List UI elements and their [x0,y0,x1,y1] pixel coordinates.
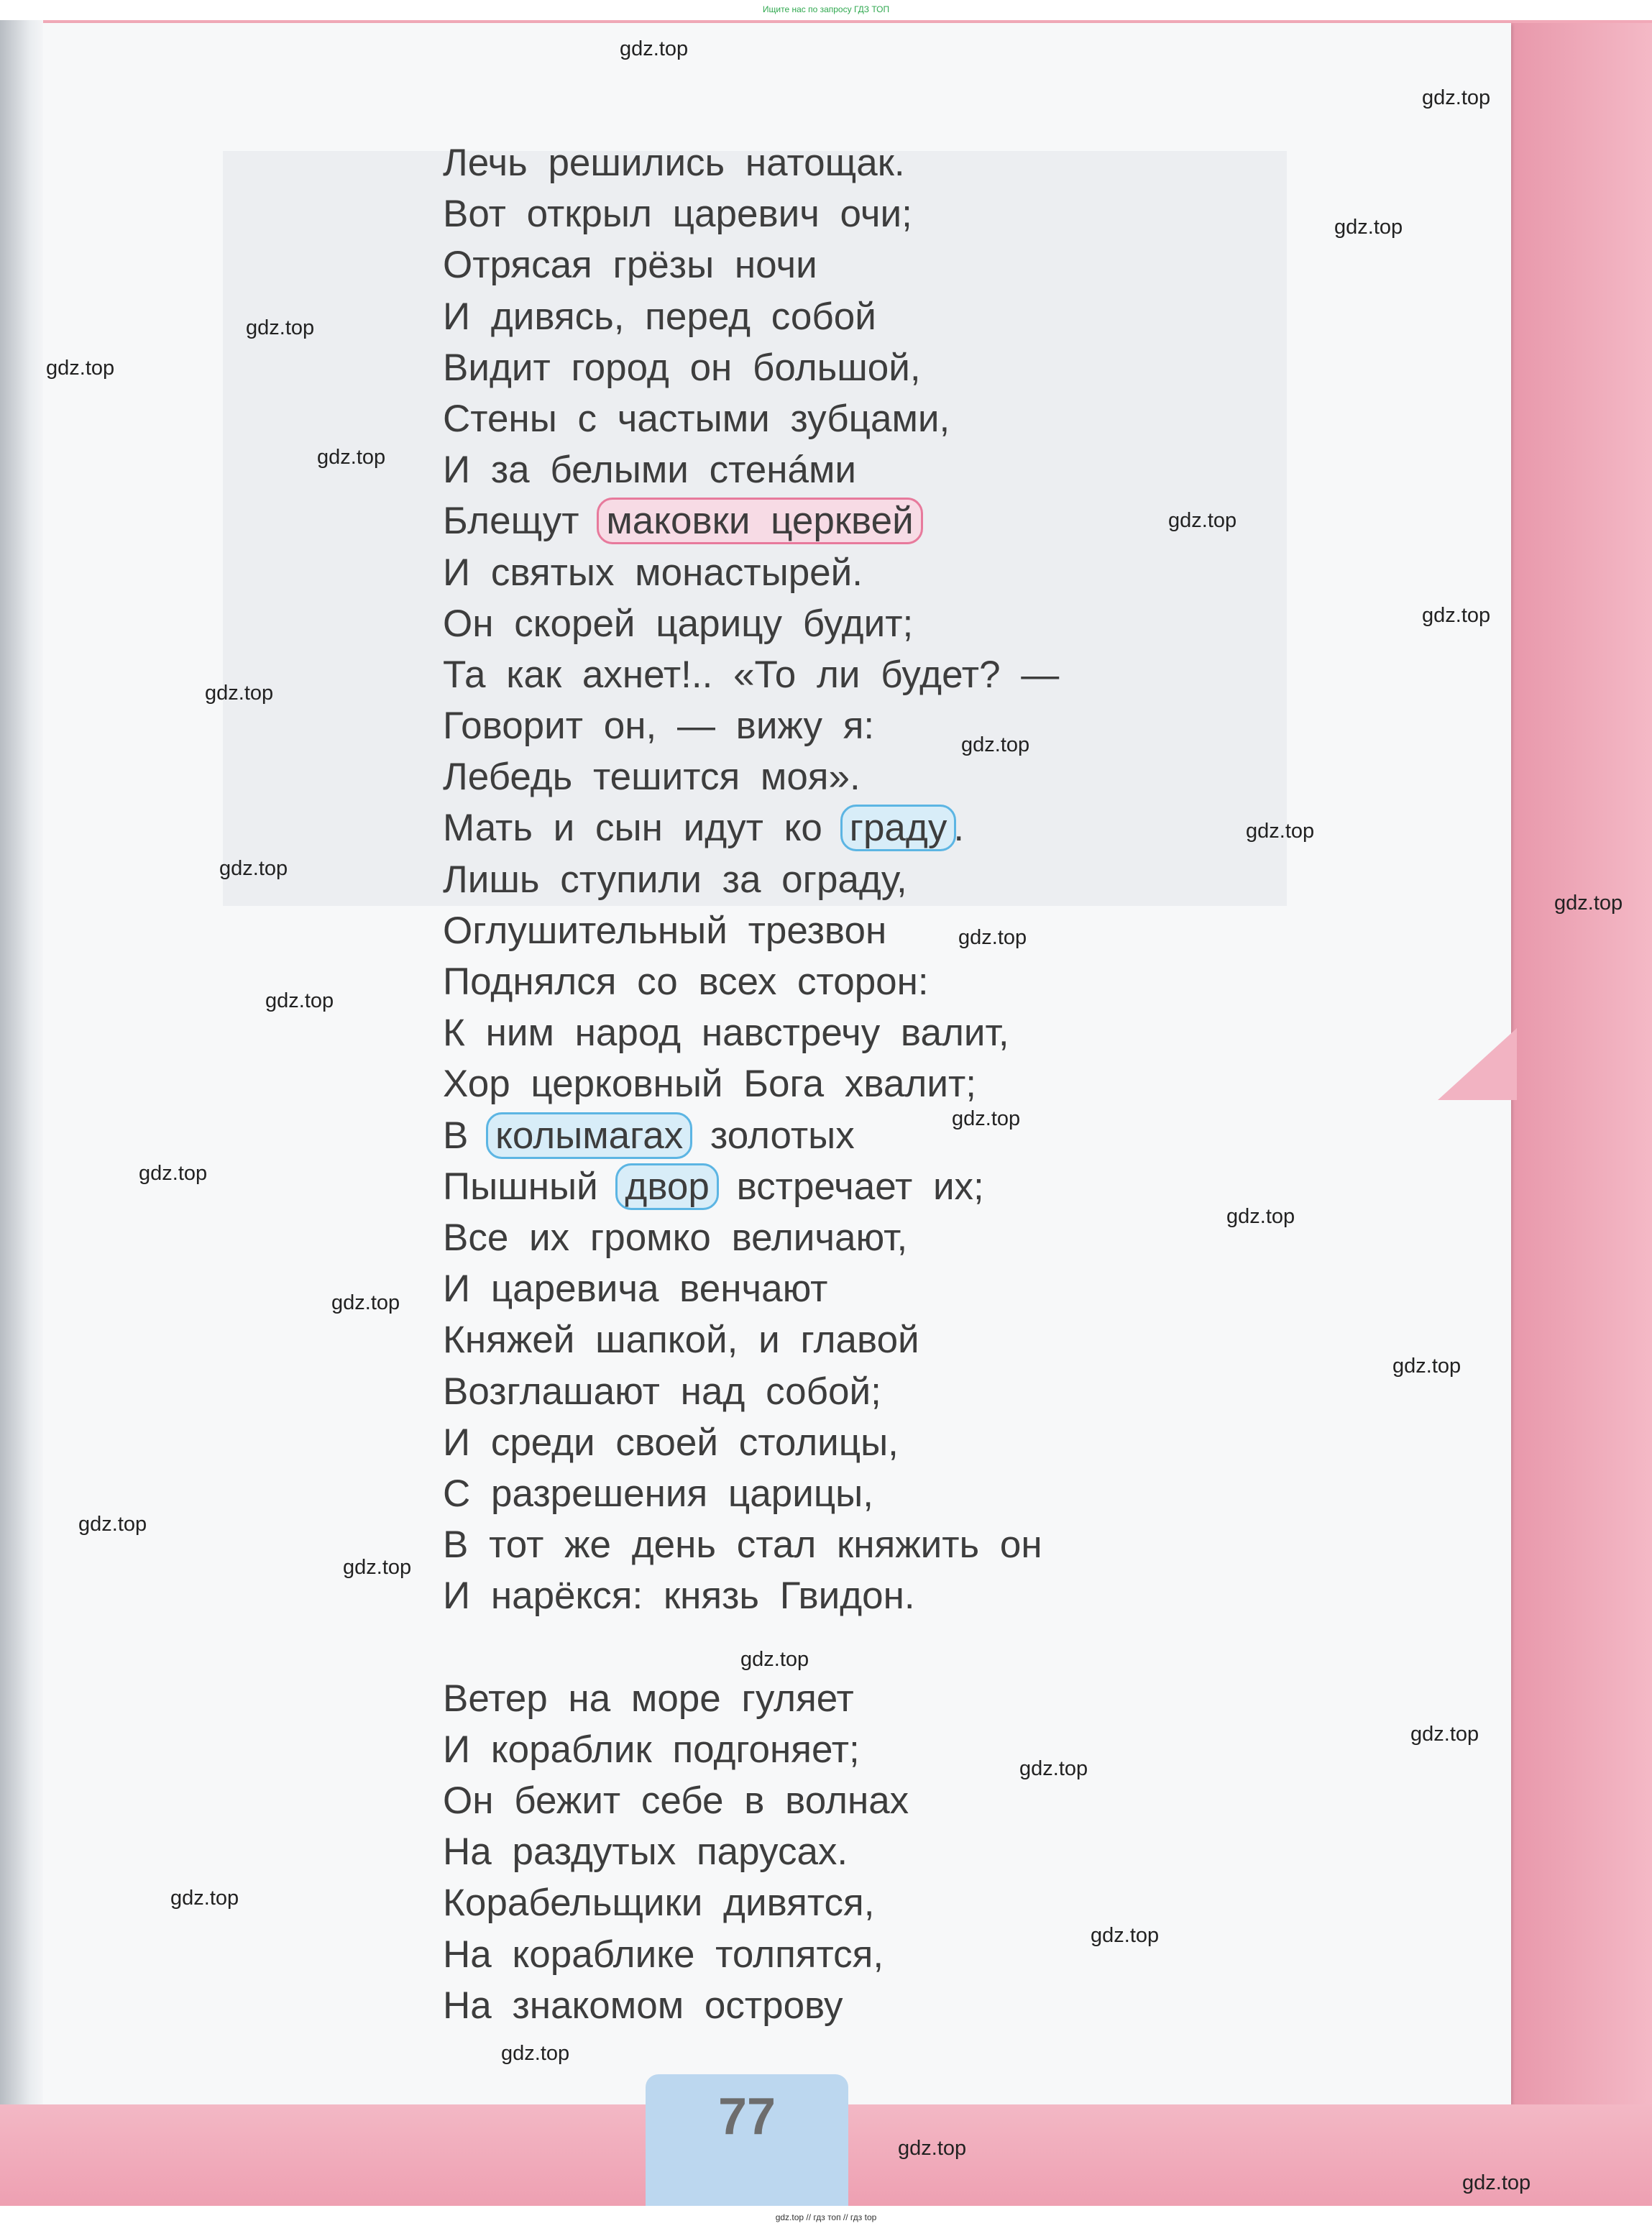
poem-line: Корабельщики дивятся, [443,1882,875,1925]
poem-line: Та как ахнет!.. «То ли будет? — [443,653,1060,696]
watermark: gdz.top [501,2042,570,2065]
highlighted-phrase: маковки церквей [597,498,922,544]
poem-line: Княжей шапкой, и главой [443,1319,919,1362]
poem-word: Блещут [443,500,579,543]
watermark: gdz.top [343,1556,412,1579]
poem-line: На кораблике толпятся, [443,1933,884,1976]
watermark: gdz.top [1422,604,1491,627]
watermark: gdz.top [1226,1205,1295,1228]
header-note: Ищите нас по запросу ГДЗ ТОП [762,4,890,14]
poem-line: Он скорей царицу будит; [443,602,914,645]
watermark: gdz.top [265,989,334,1012]
poem-line: Лебедь тешится моя». [443,756,861,799]
poem-line [443,1161,1059,1212]
watermark: gdz.top [1168,509,1237,532]
watermark: gdz.top [46,357,115,380]
poem-line: И святых монастырей. [443,551,863,594]
highlighted-word: двор [615,1163,718,1210]
poem-word: В [443,1114,469,1157]
watermark: gdz.top [170,1887,239,1910]
poem-line: Поднялся со всех сторон: [443,961,929,1003]
watermark: gdz.top [219,857,288,880]
poem-line [443,495,1059,546]
watermark: gdz.top [1392,1355,1461,1378]
poem-line: И царевича венчают [443,1268,828,1311]
watermark: gdz.top [331,1291,400,1314]
poem-line: В тот же день стал княжить он [443,1524,1042,1567]
fold-corner [1438,1028,1517,1100]
watermark: gdz.top [1554,892,1623,915]
highlighted-word: колымагах [486,1112,692,1159]
poem-words: встречает их; [736,1165,984,1208]
poem-line: И среди своей столицы, [443,1421,899,1464]
poem-line: И дивясь, перед собой [443,295,876,338]
poem-word: золотых [710,1114,855,1157]
watermark: gdz.top [898,2137,967,2160]
watermark: gdz.top [952,1107,1021,1130]
poem-line: Лишь ступили за ограду, [443,858,907,901]
poem-word: Пышный [443,1165,598,1208]
poem-line [443,802,1059,853]
poem-line: С разрешения царицы, [443,1472,873,1515]
poem-line: Ветер на море гуляет [443,1677,854,1720]
poem-line: Хор церковный Бога хвалит; [443,1063,976,1106]
footer-note: gdz.top // гдз топ // гдз top [775,2212,877,2222]
watermark: gdz.top [1246,820,1315,843]
page-number-tab [646,2074,848,2206]
poem-line: Возглашают над собой; [443,1370,881,1413]
watermark: gdz.top [1091,1924,1160,1947]
poem-line: Он бежит себе в волнах [443,1779,909,1822]
poem-line: И нарёкся: князь Гвидон. [443,1575,915,1618]
watermark: gdz.top [246,316,315,339]
watermark: gdz.top [317,446,386,469]
page-fold [1511,23,1652,2104]
watermark: gdz.top [1422,86,1491,109]
watermark: gdz.top [1334,216,1403,239]
poem-line: Оглушительный трезвон [443,909,887,952]
poem-words: Мать и сын идут ко [443,807,822,850]
watermark: gdz.top [958,926,1027,949]
watermark: gdz.top [740,1648,809,1671]
poem-line: Лечь решились натощак. [443,142,905,184]
watermark: gdz.top [1410,1723,1479,1746]
poem-line: И за белыми стенáми [443,449,857,492]
spine-shadow [0,20,43,2105]
poem-line: Отрясая грёзы ночи [443,244,817,287]
poem-line: На знакомом острову [443,1984,843,2027]
watermark: gdz.top [620,37,689,60]
poem-line: Стены с частыми зубцами, [443,397,950,440]
watermark: gdz.top [1019,1757,1088,1780]
poem-line: К ним народ навстречу валит, [443,1012,1009,1055]
poem-line: И кораблик подгоняет; [443,1728,860,1771]
watermark: gdz.top [78,1513,147,1536]
page-number: 77 [717,2088,776,2145]
punctuation: . [953,807,965,850]
watermark: gdz.top [205,682,274,705]
watermark: gdz.top [139,1162,208,1185]
poem-line: Все их громко величают, [443,1216,908,1259]
poem-line: Видит город он большой, [443,346,921,389]
watermark: gdz.top [1462,2171,1531,2194]
watermark: gdz.top [961,733,1030,756]
highlighted-word: граду [840,805,957,851]
poem-text [443,137,1059,2031]
poem-line: На раздутых парусах. [443,1831,848,1874]
poem-line: Вот открыл царевич очи; [443,193,912,236]
poem-line: Говорит он, — вижу я: [443,705,875,748]
